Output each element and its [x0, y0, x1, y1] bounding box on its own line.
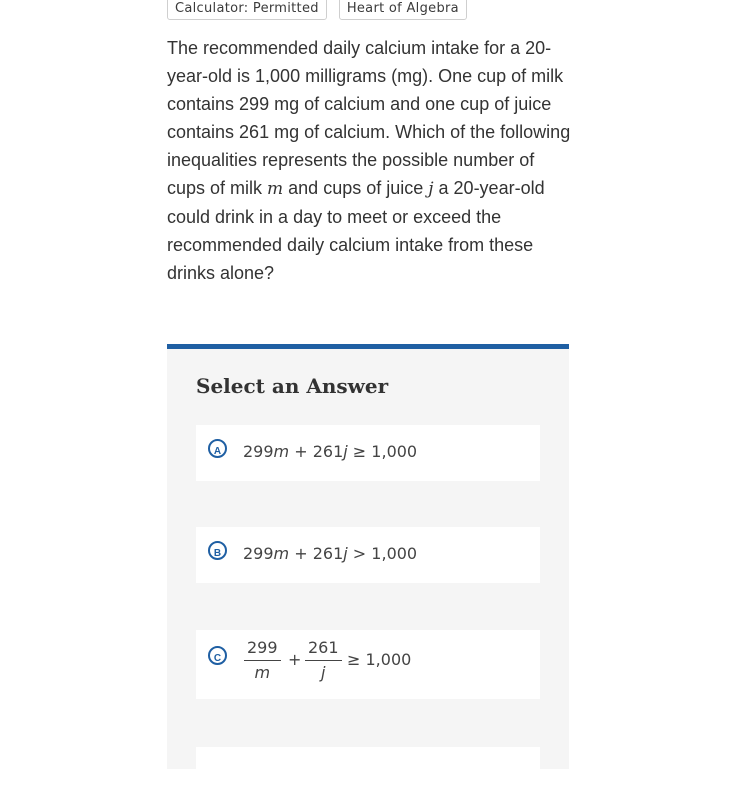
- answer-choice-d-partial[interactable]: [196, 747, 540, 787]
- choice-b-radio-icon[interactable]: B: [208, 541, 227, 560]
- fraction-2-bar: [305, 660, 342, 661]
- choice-c-radio-icon[interactable]: C: [208, 646, 227, 665]
- choice-a-var-m: m: [273, 442, 290, 461]
- choice-a-expression: [243, 442, 417, 461]
- fraction-1-bar: [244, 660, 281, 661]
- choice-a-relation: ≥ 1,000: [347, 442, 418, 461]
- fraction-2-denominator: j: [321, 663, 326, 682]
- question-part-2: and cups of juice: [283, 178, 429, 198]
- choice-b-coef-j: 261: [312, 544, 344, 563]
- question-text: [167, 34, 572, 287]
- variable-j: j: [428, 179, 434, 199]
- calculator-tag: Calculator: Permitted: [167, 0, 327, 20]
- fraction-1-numerator: 299: [247, 638, 278, 657]
- choice-a-coef-j: 261: [312, 442, 344, 461]
- topic-tag: Heart of Algebra: [339, 0, 467, 20]
- answer-choice-c[interactable]: [196, 630, 540, 699]
- choice-c-plus: +: [288, 650, 302, 669]
- choice-c-expression: [244, 638, 444, 688]
- choice-b-var-j: j: [343, 544, 348, 563]
- choice-a-radio-icon[interactable]: A: [208, 439, 227, 458]
- question-part-3: a 20-year-old could drink in a day to meet or exceed the recommended daily calcium intake from these drinks alone?: [167, 178, 545, 283]
- choice-b-var-m: m: [273, 544, 290, 563]
- choice-a-coef-m: 299: [243, 442, 274, 461]
- select-answer-heading: Select an Answer: [196, 374, 389, 398]
- tag-row: [167, 0, 467, 20]
- choice-a-plus: +: [289, 442, 313, 461]
- answer-choice-a[interactable]: [196, 425, 540, 481]
- fraction-299-over-m: [244, 638, 281, 682]
- choice-a-var-j: j: [343, 442, 348, 461]
- fraction-2-numerator: 261: [308, 638, 339, 657]
- answer-choice-b[interactable]: [196, 527, 540, 583]
- choice-b-plus: +: [289, 544, 313, 563]
- choice-c-relation: ≥ 1,000: [347, 650, 412, 669]
- fraction-1-denominator: m: [254, 663, 271, 682]
- fraction-261-over-j: [305, 638, 342, 682]
- choice-b-relation: > 1,000: [347, 544, 418, 563]
- choice-b-coef-m: 299: [243, 544, 274, 563]
- answer-panel: [167, 344, 569, 769]
- choice-b-expression: [243, 544, 417, 563]
- question-part-1: The recommended daily calcium intake for a 20-year-old is 1,000 milligrams (mg). One cup of milk contains 299 mg of calcium and one cup of juice contains 261 mg of calcium. Which of the following inequalities represents the possible number of cups of milk: [167, 38, 571, 198]
- variable-m: m: [267, 179, 284, 199]
